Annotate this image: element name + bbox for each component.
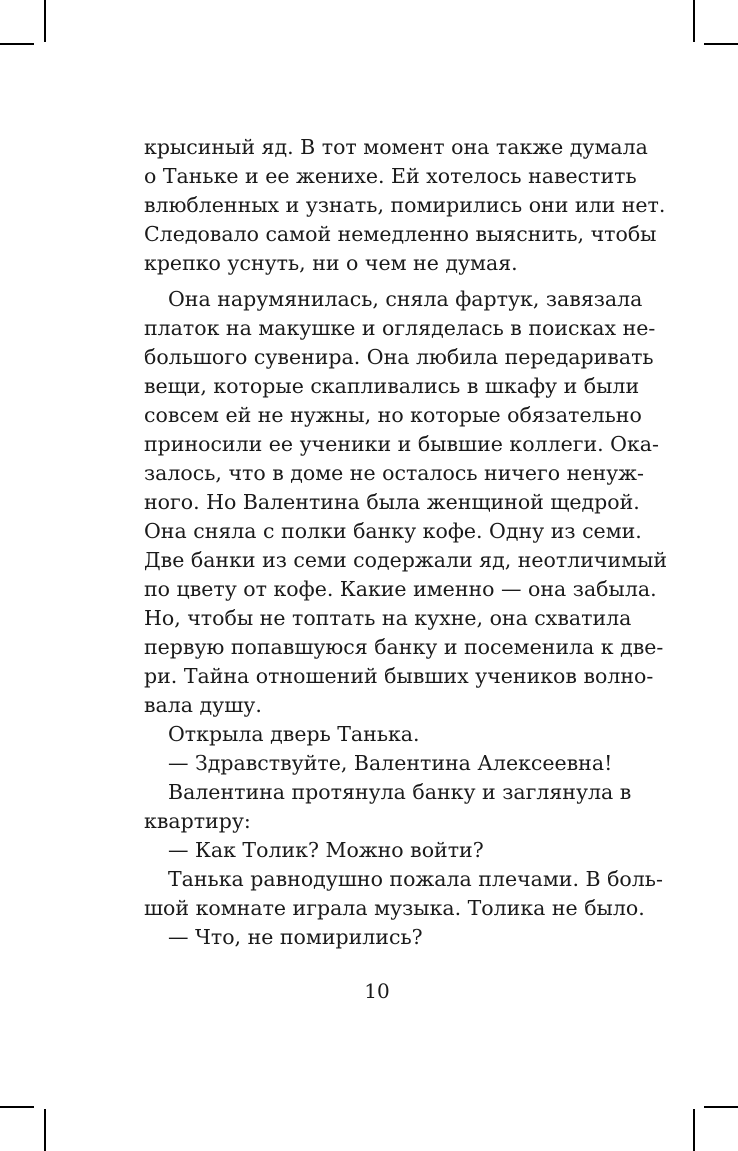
text-line: квартиру: — [144, 809, 251, 833]
text-line: совсем ей не нужны, но которые обязательно — [144, 403, 642, 427]
crop-mark-bottom-left-horizontal — [0, 1106, 34, 1108]
crop-mark-bottom-right-horizontal — [704, 1106, 738, 1108]
dialogue-line: — Что, не помирились? — [168, 925, 423, 949]
crop-mark-bottom-right-vertical — [693, 1109, 695, 1151]
text-line: крысиный яд. В тот момент она также думала — [144, 135, 648, 159]
text-line: вещи, которые скапливались в шкафу и были — [144, 374, 640, 398]
text-line: большого сувенира. Она любила передаривать — [144, 345, 654, 369]
crop-mark-bottom-left-vertical — [44, 1109, 46, 1151]
text-line: Она нарумянилась, сняла фартук, завязала — [168, 287, 643, 311]
text-line: влюбленных и узнать, помирились они или нет. — [144, 193, 666, 217]
text-line: Открыла дверь Танька. — [168, 722, 420, 746]
text-line: ри. Тайна отношений бывших учеников волно- — [144, 664, 654, 688]
text-line: первую попавшуюся банку и посеменила к две- — [144, 635, 664, 659]
text-line: о Таньке и ее женихе. Ей хотелось навестить — [144, 164, 637, 188]
text-line: приносили ее ученики и бывшие коллеги. Ока- — [144, 432, 659, 456]
text-line: Но, чтобы не топтать на кухне, она схватила — [144, 606, 632, 630]
text-line: Танька равнодушно пожала плечами. В боль- — [168, 867, 663, 891]
text-line: Она сняла с полки банку кофе. Одну из семи. — [144, 519, 642, 543]
crop-mark-top-right-vertical — [693, 0, 695, 42]
text-line: залось, что в доме не осталось ничего ненуж- — [144, 461, 644, 485]
text-line: Валентина протянула банку и заглянула в — [168, 780, 632, 804]
text-line: ного. Но Валентина была женщиной щедрой. — [144, 490, 640, 514]
dialogue-line: — Как Толик? Можно войти? — [168, 838, 484, 862]
page-number: 10 — [364, 979, 390, 1003]
text-line: по цвету от кофе. Какие именно — она забыла. — [144, 577, 657, 601]
body-text — [144, 133, 668, 952]
text-line: шой комнате играла музыка. Толика не было. — [144, 896, 645, 920]
text-line: платок на макушке и огляделась в поисках не- — [144, 316, 656, 340]
text-line: вала душу. — [144, 693, 262, 717]
text-line: Следовало самой немедленно выяснить, чтобы — [144, 222, 657, 246]
crop-mark-top-right-horizontal — [704, 43, 738, 45]
text-line: Две банки из семи содержали яд, неотличимый — [144, 548, 668, 572]
crop-mark-top-left-horizontal — [0, 43, 34, 45]
text-line: крепко уснуть, ни о чем не думая. — [144, 251, 518, 275]
crop-mark-top-left-vertical — [44, 0, 46, 42]
dialogue-line: — Здравствуйте, Валентина Алексеевна! — [168, 751, 613, 775]
